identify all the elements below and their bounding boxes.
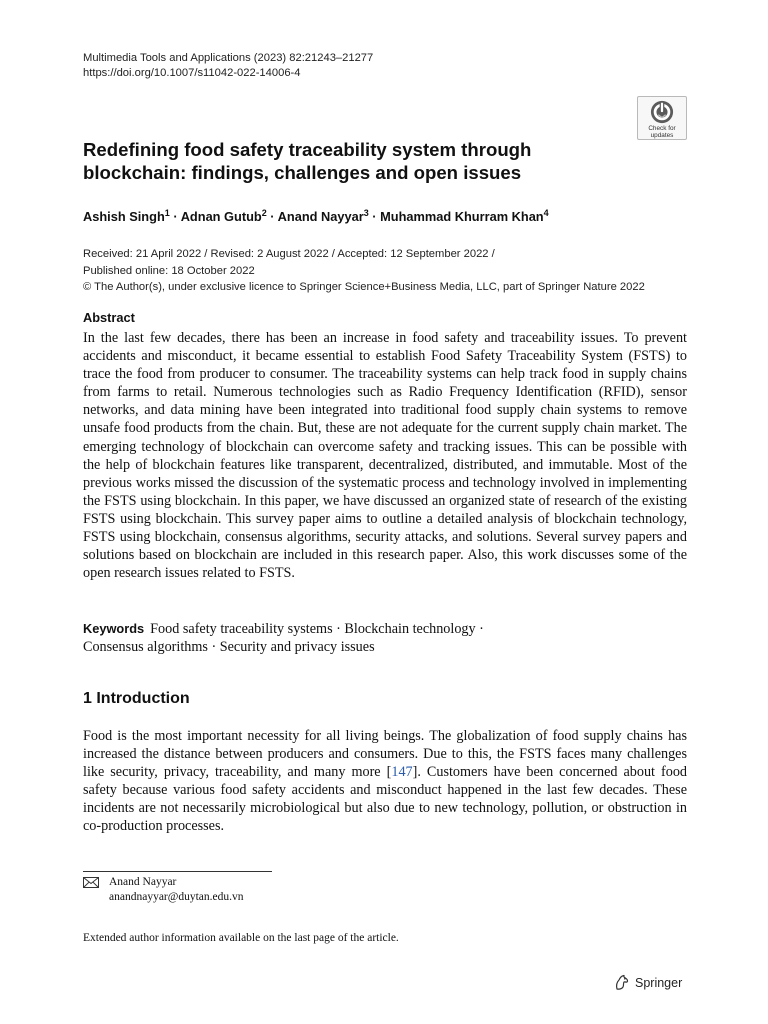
intro-text-part-2: ]. Customers have been concerned about food safety because various food safety accidents and misconduct happened in the last few decades. These incidents are not necessarily microbiological but also due to new technology, pollution, or obstruction in co-production processes.	[83, 764, 688, 835]
springer-horse-icon	[613, 974, 630, 991]
keywords-line-2: Consensus algorithms · Security and privacy issues	[83, 639, 375, 656]
extended-author-info: Extended author information available on the last page of the article.	[83, 932, 399, 944]
corresponding-author	[83, 875, 244, 905]
author-name[interactable]: Muhammad Khurram Khan	[380, 209, 544, 224]
article-title	[83, 138, 643, 184]
author-affiliation: 2	[261, 208, 267, 218]
author-separator: ·	[169, 209, 181, 224]
doi-link[interactable]: https://doi.org/10.1007/s11042-022-14006-4	[83, 67, 301, 79]
author-affiliation: 3	[363, 208, 369, 218]
badge-line-2: updates	[650, 132, 674, 139]
intro-text-part-1: Food is the most important necessity for all living beings. The globalization of food supply chains has increased the distance between producers and consumers. Due to this, the FSTS faces many challenges like security, privacy, traceability, and many more [	[83, 728, 687, 781]
author-name[interactable]: Ashish Singh	[83, 209, 165, 224]
badge-line-1: Check for	[648, 125, 676, 132]
introduction-heading: 1 Introduction	[83, 690, 190, 707]
title-line-1: Redefining food safety traceability system through	[83, 139, 532, 160]
copyright-line: © The Author(s), under exclusive licence to Springer Science+Business Media, LLC, part of Springer Nature 2022	[83, 281, 645, 293]
author-list	[83, 208, 549, 224]
keywords-line-1: Food safety traceability systems · Blockchain technology ·	[150, 621, 484, 637]
journal-header	[83, 51, 373, 81]
keywords-block	[83, 620, 687, 656]
author-name[interactable]: Adnan Gutub	[180, 209, 262, 224]
introduction-text	[83, 727, 687, 836]
citation-link[interactable]: 147	[391, 764, 413, 781]
dates-line-2: Published online: 18 October 2022	[83, 264, 255, 277]
publisher-logo	[613, 974, 682, 991]
check-for-updates-badge[interactable]	[637, 96, 687, 140]
publisher-name: Springer	[635, 975, 683, 990]
envelope-icon	[83, 877, 99, 888]
corresponding-author-email[interactable]: anandnayyar@duytan.edu.vn	[109, 891, 244, 903]
author-affiliation: 4	[543, 208, 549, 218]
author-separator: ·	[266, 209, 278, 224]
dates-line-1: Received: 21 April 2022 / Revised: 2 August 2022 / Accepted: 12 September 2022 /	[83, 248, 495, 260]
keywords-label: Keywords	[83, 621, 145, 636]
author-name[interactable]: Anand Nayyar	[277, 209, 364, 224]
author-separator: ·	[368, 209, 381, 224]
journal-citation: Multimedia Tools and Applications (2023) 82:21243–21277	[83, 52, 374, 64]
footnote-divider	[83, 871, 272, 872]
abstract-text: In the last few decades, there has been an increase in food safety and traceability issues. To prevent accidents and misconduct, it became essential to establish Food Safety Traceability System (FSTS) to trace the food from producer to consumer. The traceability systems can help track food in supply chains from farms to retail. Numerous technologies such as Radio Frequency Identification (RFID), sensor networks, and data mining have been integrated into traditional food supply chain systems to remove unsafe food products from the chain. But, these are not adequate for the current supply chain market. The emerging technology of blockchain can overcome safety and tracking issues. This can be possible with the help of blockchain features like transparent, decentralized, distributed, and immutable. Most of the previous works missed the discussion of the systematic process and technology involved in implementing the FSTS using blockchain. In this paper, we have discussed an organized state of research of the existing FSTS using blockchain. This survey paper aims to outline a detailed analysis of blockchain technology, FSTS using blockchain, consensus algorithms, security attacks, and solutions. Several survey papers and solutions based on blockchain are included in this research paper. Also, this work discusses some of the open research issues related to FSTS.	[83, 330, 687, 582]
author-affiliation: 1	[164, 208, 170, 218]
abstract-heading: Abstract	[83, 310, 135, 325]
check-updates-icon	[649, 100, 675, 124]
publication-history	[83, 246, 645, 296]
title-line-2: blockchain: findings, challenges and open issues	[83, 162, 522, 183]
corresponding-author-name: Anand Nayyar	[109, 876, 177, 888]
